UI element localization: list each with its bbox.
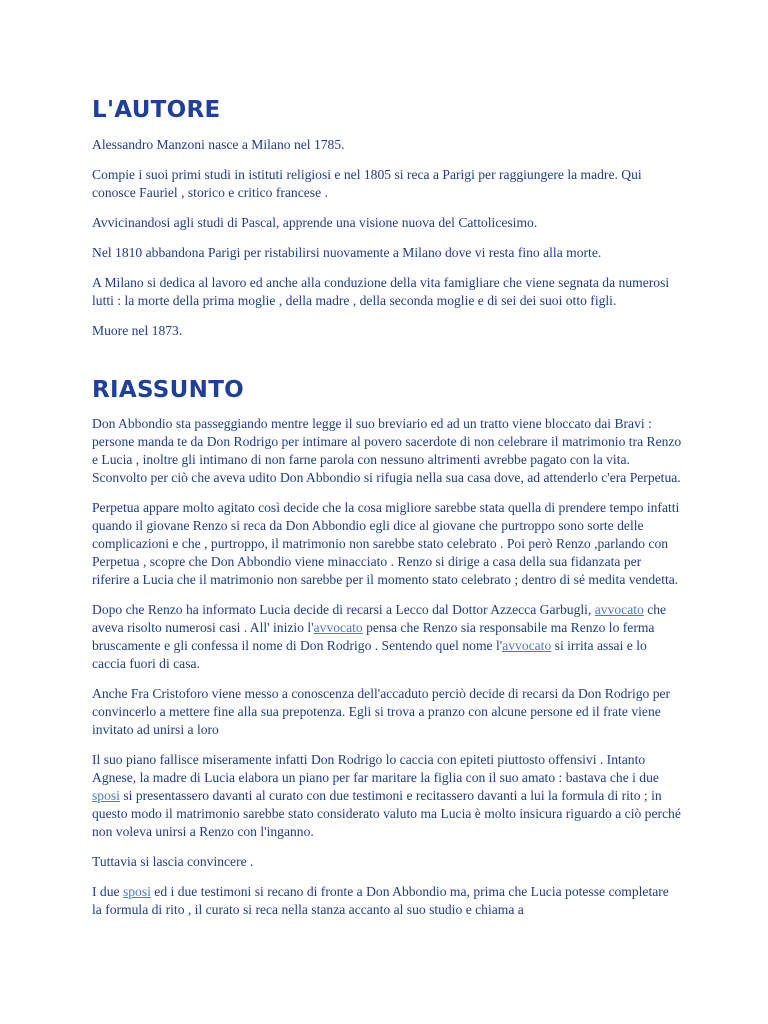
paragraph-text: pensa che Renzo sia responsabile ma Renzo lo ferma bruscamente e gli confessa il nome di Don Rodrigo . Sentendo quel nome l' (92, 620, 655, 653)
paragraph-text: Dopo che Renzo ha informato Lucia decide di recarsi a Lecco dal Dottor Azzecca Garbugli, (92, 602, 595, 617)
paragraph-text: Don Abbondio sta passeggiando mentre legge il suo breviario ed ad un tratto viene bloccato dai Bravi : persone manda te da Don Rodrigo per intimare al povero sacerdote di non celebrare il matrimonio tra Renzo e Lucia , inoltre gli intimano di non farne parola con nessuno altrimenti avrebbe pagato con la vita. Sconvolto per ciò che aveva udito Don Abbondio si rifugia nella sua casa dove, ad attenderlo c'era Perpetua. (92, 416, 682, 485)
document-page (92, 96, 682, 931)
paragraph-text: Nel 1810 abbandona Parigi per ristabilirsi nuovamente a Milano dove vi resta fino alla morte. (92, 245, 602, 260)
term-link-avvocato[interactable]: avvocato (502, 638, 552, 653)
heading-autore: L'AUTORE (92, 97, 221, 123)
term-link-avvocato[interactable]: avvocato (594, 602, 644, 617)
paragraph (92, 751, 682, 841)
paragraph-text: I due (92, 884, 123, 899)
paragraph (92, 601, 682, 673)
paragraph-text: Tuttavia si lascia convincere . (92, 854, 254, 869)
heading-riassunto: RIASSUNTO (92, 377, 245, 403)
paragraph (92, 244, 682, 262)
term-link-sposi[interactable]: sposi (122, 884, 151, 899)
document-body (92, 96, 682, 919)
paragraph-text: che aveva risolto numerosi casi . All' inizio l' (92, 602, 667, 635)
paragraph (92, 853, 682, 871)
paragraph-text: si irrita assai e lo caccia fuori di casa. (92, 638, 647, 671)
paragraph-text: si presentassero davanti al curato con due testimoni e recitassero davanti a lui la formula di rito ; in questo modo il matrimonio sarebbe stato considerato valuto ma Lucia è molto insicura riguardo a ciò perché non voleva unirsi a Renzo con l'inganno. (92, 788, 681, 839)
paragraph-text: Anche Fra Cristoforo viene messo a conoscenza dell'accaduto perciò decide di recarsi da Don Rodrigo per convincerlo a mettere fine alla sua prepotenza. Egli si trova a pranzo con alcune persone ed il frate viene invitato ad unirsi a loro (92, 686, 671, 737)
paragraph (92, 274, 682, 310)
paragraph (92, 214, 682, 232)
paragraph (92, 499, 682, 589)
term-link-sposi[interactable]: sposi (92, 788, 120, 803)
paragraph-text: Muore nel 1873. (92, 323, 183, 338)
paragraph (92, 685, 682, 739)
term-link-avvocato[interactable]: avvocato (313, 620, 363, 635)
paragraph-text: A Milano si dedica al lavoro ed anche alla conduzione della vita famigliare che viene segnata da numerosi lutti : la morte della prima moglie , della madre , della seconda moglie e di sei dei suoi otto figli. (92, 275, 670, 308)
paragraph-text: Perpetua appare molto agitato così decide che la cosa migliore sarebbe stata quella di prendere tempo infatti quando il giovane Renzo si reca da Don Abbondio egli dice al giovane che purtroppo sono sorte delle complicazioni e che , purtroppo, il matrimonio non sarebbe stato celebrato . Poi però Renzo ,parlando con Perpetua , scopre che Don Abbondio viene minacciato . Renzo si dirige a casa della sua fidanzata per riferire a Lucia che il matrimonio non sarebbe per il momento stato celebrato ; dentro di sé medita vendetta. (92, 500, 680, 587)
paragraph (92, 322, 682, 340)
paragraph-text: ed i due testimoni si recano di fronte a Don Abbondio ma, prima che Lucia potesse completare la formula di rito , il curato si reca nella stanza accanto al suo studio e chiama a (92, 884, 669, 917)
paragraph-text: Avvicinandosi agli studi di Pascal, apprende una visione nuova del Cattolicesimo. (92, 215, 538, 230)
paragraph (92, 166, 682, 202)
paragraph (92, 415, 682, 487)
paragraph-text: Il suo piano fallisce miseramente infatti Don Rodrigo lo caccia con epiteti piuttosto offensivi . Intanto Agnese, la madre di Lucia elabora un piano per far maritare la figlia con il suo amato : bastava che i due (92, 752, 659, 785)
paragraph (92, 136, 682, 154)
paragraph-text: Compie i suoi primi studi in istituti religiosi e nel 1805 si reca a Parigi per raggiungere la madre. Qui conosce Fauriel , storico e critico francese . (92, 167, 642, 200)
paragraph-text: Alessandro Manzoni nasce a Milano nel 1785. (92, 137, 345, 152)
paragraph (92, 883, 682, 919)
